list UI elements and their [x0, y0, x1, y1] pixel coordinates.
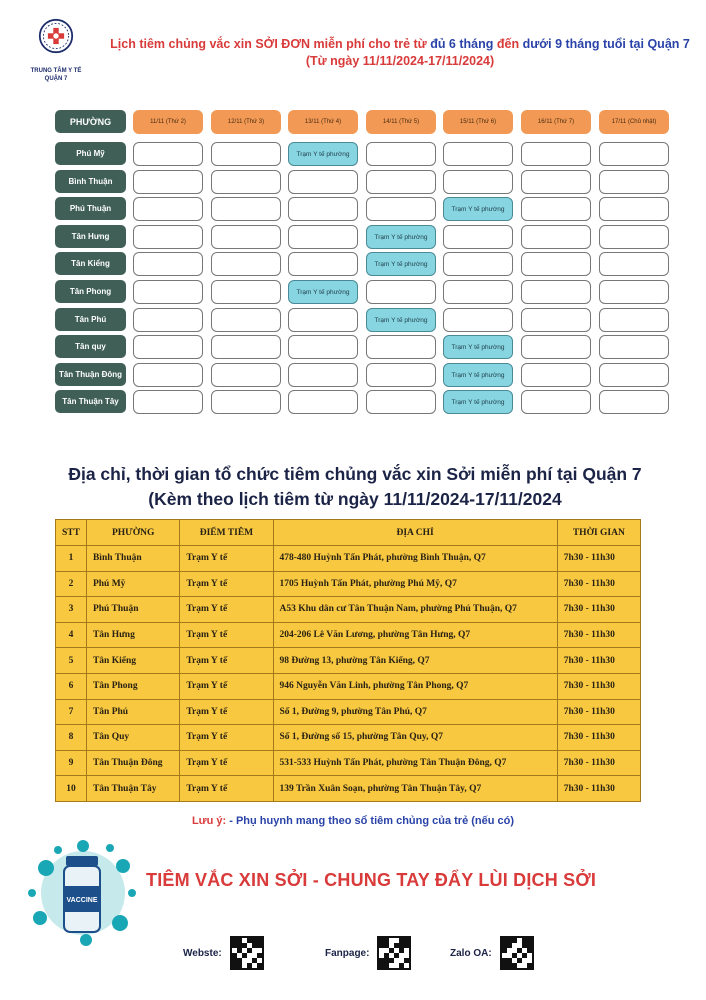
ward-label: Tân quy: [55, 335, 126, 358]
schedule-cell-empty: [599, 170, 669, 194]
title-part-d: dưới 9 tháng tuổi: [522, 37, 626, 51]
schedule-cell-empty: [133, 280, 203, 304]
schedule-cell-station: Trạm Y tế phường: [443, 197, 513, 221]
vaccine-virus-icon: [28, 838, 138, 948]
time-cell: 7h30 - 11h30: [557, 725, 640, 751]
time-cell: 7h30 - 11h30: [557, 622, 640, 648]
ward-label: Tân Hưng: [55, 225, 126, 248]
ward-cell: Tân Kiểng: [86, 648, 179, 674]
footer-zalo: [450, 933, 534, 973]
time-cell: 7h30 - 11h30: [557, 750, 640, 776]
schedule-cell-empty: [443, 252, 513, 276]
org-logo: [28, 18, 84, 83]
schedule-cell-empty: [211, 197, 281, 221]
org-name-line2: QUẬN 7: [44, 76, 68, 82]
stt-cell: 9: [56, 750, 87, 776]
table-row: [56, 648, 641, 674]
table-row: [56, 776, 641, 802]
schedule-cell-station: Trạm Y tế phường: [443, 363, 513, 387]
ward-label: Tân Thuận Đông: [55, 363, 126, 386]
time-cell: 7h30 - 11h30: [557, 571, 640, 597]
schedule-cell-empty: [443, 225, 513, 249]
schedule-cell-empty: [366, 363, 436, 387]
medical-center-logo-icon: [38, 18, 74, 54]
ward-cell: Tân Hưng: [86, 622, 179, 648]
schedule-cell-empty: [599, 308, 669, 332]
column-header: ĐỊA CHỈ: [273, 520, 557, 546]
address-cell: 139 Trần Xuân Soạn, phường Tân Thuận Tây, Q7: [273, 776, 557, 802]
stt-cell: 2: [56, 571, 87, 597]
table-row: [56, 597, 641, 623]
schedule-cell-empty: [443, 142, 513, 166]
schedule-cell-empty: [211, 252, 281, 276]
schedule-cell-empty: [133, 308, 203, 332]
table-row: [56, 673, 641, 699]
schedule-cell-empty: [133, 363, 203, 387]
address-cell: Số 1, Đường 9, phường Tân Phú, Q7: [273, 699, 557, 725]
address-cell: A53 Khu dân cư Tân Thuận Nam, phường Phú Thuận, Q7: [273, 597, 557, 623]
ward-label: Tân Phong: [55, 280, 126, 303]
schedule-cell-empty: [599, 363, 669, 387]
address-table-header: [56, 520, 641, 546]
schedule-cell-empty: [211, 170, 281, 194]
schedule-cell-empty: [366, 390, 436, 414]
zalo-qr-code[interactable]: [500, 936, 534, 970]
title-part-b: đủ 6 tháng: [430, 37, 494, 51]
schedule-cell-empty: [211, 142, 281, 166]
page-title: [110, 36, 690, 70]
title-date-range: (Từ ngày 11/11/2024-17/11/2024): [305, 54, 495, 68]
schedule-cell-empty: [211, 308, 281, 332]
schedule-cell-empty: [133, 225, 203, 249]
table-row: [56, 622, 641, 648]
day-header: 17/11 (Chủ nhật): [599, 110, 669, 134]
ward-label: Tân Phú: [55, 308, 126, 331]
schedule-cell-empty: [288, 170, 358, 194]
address-title-line2: (Kèm theo lịch tiêm từ ngày 11/11/2024-17/11/2024: [148, 489, 562, 509]
address-cell: 531-533 Huỳnh Tấn Phát, phường Tân Thuận Đông, Q7: [273, 750, 557, 776]
schedule-cell-empty: [443, 170, 513, 194]
schedule-cell-empty: [211, 390, 281, 414]
ward-label: Tân Thuận Tây: [55, 390, 126, 413]
site-cell: Trạm Y tế: [180, 571, 273, 597]
time-cell: 7h30 - 11h30: [557, 597, 640, 623]
time-cell: 7h30 - 11h30: [557, 546, 640, 572]
time-cell: 7h30 - 11h30: [557, 648, 640, 674]
schedule-cell-empty: [288, 335, 358, 359]
schedule-cell-empty: [521, 363, 591, 387]
schedule-cell-empty: [521, 335, 591, 359]
column-header: PHƯỜNG: [86, 520, 179, 546]
address-cell: 946 Nguyễn Văn Linh, phường Tân Phong, Q7: [273, 673, 557, 699]
schedule-cell-empty: [288, 252, 358, 276]
slogan: TIÊM VẮC XIN SỞI - CHUNG TAY ĐẨY LÙI DỊCH SỞI: [146, 870, 597, 890]
vaccine-label: VACCINE: [66, 897, 98, 904]
schedule-cell-station: Trạm Y tế phường: [288, 142, 358, 166]
schedule-cell-empty: [521, 390, 591, 414]
ward-column-header: PHƯỜNG: [55, 110, 126, 133]
site-cell: Trạm Y tế: [180, 750, 273, 776]
org-name-line1: TRUNG TÂM Y TẾ: [30, 68, 82, 74]
day-header: 14/11 (Thứ 5): [366, 110, 436, 134]
schedule-cell-station: Trạm Y tế phường: [366, 308, 436, 332]
ward-cell: Phú Mỹ: [86, 571, 179, 597]
schedule-cell-empty: [133, 142, 203, 166]
schedule-cell-empty: [443, 308, 513, 332]
column-header: ĐIỂM TIÊM: [180, 520, 273, 546]
address-section-title: [60, 462, 650, 512]
column-header: STT: [56, 520, 87, 546]
table-row: [56, 725, 641, 751]
day-header: 11/11 (Thứ 2): [133, 110, 203, 134]
schedule-cell-empty: [521, 142, 591, 166]
stt-cell: 10: [56, 776, 87, 802]
schedule-cell-empty: [288, 225, 358, 249]
time-cell: 7h30 - 11h30: [557, 699, 640, 725]
title-part-e: tại Quận 7: [625, 37, 690, 51]
ward-cell: Phú Thuận: [86, 597, 179, 623]
schedule-cell-empty: [521, 225, 591, 249]
address-cell: 204-206 Lê Văn Lương, phường Tân Hưng, Q7: [273, 622, 557, 648]
schedule-cell-station: Trạm Y tế phường: [443, 390, 513, 414]
address-cell: Số 1, Đường số 15, phường Tân Quy, Q7: [273, 725, 557, 751]
note-text: - Phụ huynh mang theo sổ tiêm chủng của trẻ (nếu có): [226, 815, 515, 827]
ward-label: Phú Mỹ: [55, 142, 126, 165]
table-row: [56, 571, 641, 597]
stt-cell: 1: [56, 546, 87, 572]
table-row: [56, 750, 641, 776]
ward-cell: Tân Thuận Tây: [86, 776, 179, 802]
footer-website: [183, 933, 264, 973]
address-cell: 1705 Huỳnh Tấn Phát, phường Phú Mỹ, Q7: [273, 571, 557, 597]
ward-label: Tân Kiểng: [55, 252, 126, 275]
ward-cell: Tân Phong: [86, 673, 179, 699]
time-cell: 7h30 - 11h30: [557, 673, 640, 699]
footer-fanpage: [325, 933, 411, 973]
site-cell: Trạm Y tế: [180, 776, 273, 802]
day-header: 12/11 (Thứ 3): [211, 110, 281, 134]
schedule-cell-empty: [521, 197, 591, 221]
schedule-cell-empty: [521, 252, 591, 276]
schedule-cell-station: Trạm Y tế phường: [366, 225, 436, 249]
day-header: 16/11 (Thứ 7): [521, 110, 591, 134]
address-cell: 478-480 Huỳnh Tấn Phát, phường Bình Thuận, Q7: [273, 546, 557, 572]
schedule-cell-empty: [133, 170, 203, 194]
stt-cell: 4: [56, 622, 87, 648]
schedule-cell-empty: [366, 197, 436, 221]
schedule-cell-empty: [521, 308, 591, 332]
day-header: 15/11 (Thứ 6): [443, 110, 513, 134]
site-cell: Trạm Y tế: [180, 648, 273, 674]
schedule-cell-empty: [521, 170, 591, 194]
address-table: [55, 519, 641, 802]
ward-cell: Tân Quy: [86, 725, 179, 751]
note: [0, 815, 706, 827]
schedule-cell-station: Trạm Y tế phường: [443, 335, 513, 359]
schedule-cell-empty: [443, 280, 513, 304]
table-row: [56, 699, 641, 725]
site-cell: Trạm Y tế: [180, 725, 273, 751]
site-cell: Trạm Y tế: [180, 699, 273, 725]
schedule-cell-empty: [599, 280, 669, 304]
schedule-cell-station: Trạm Y tế phường: [366, 252, 436, 276]
site-cell: Trạm Y tế: [180, 546, 273, 572]
ward-cell: Tân Phú: [86, 699, 179, 725]
schedule-cell-empty: [599, 252, 669, 276]
schedule-cell-empty: [288, 390, 358, 414]
ward-label: Phú Thuận: [55, 197, 126, 220]
schedule-cell-empty: [599, 390, 669, 414]
website-label: Webste:: [183, 947, 222, 959]
schedule-cell-empty: [133, 335, 203, 359]
schedule-cell-empty: [211, 363, 281, 387]
schedule-cell-empty: [288, 308, 358, 332]
ward-label: Bình Thuận: [55, 170, 126, 193]
schedule-cell-empty: [366, 335, 436, 359]
website-qr-code[interactable]: [230, 936, 264, 970]
schedule-cell-empty: [521, 280, 591, 304]
schedule-cell-empty: [599, 335, 669, 359]
stt-cell: 3: [56, 597, 87, 623]
time-cell: 7h30 - 11h30: [557, 776, 640, 802]
schedule-cell-empty: [366, 142, 436, 166]
fanpage-label: Fanpage:: [325, 947, 370, 959]
title-part-c: đến: [493, 37, 523, 51]
fanpage-qr-code[interactable]: [377, 936, 411, 970]
schedule-cell-empty: [211, 335, 281, 359]
title-part-a: Lịch tiêm chủng vắc xin SỞI ĐƠN miễn phí cho trẻ từ: [110, 37, 431, 51]
schedule-cell-empty: [599, 225, 669, 249]
schedule-cell-empty: [211, 225, 281, 249]
schedule-cell-empty: [288, 197, 358, 221]
stt-cell: 8: [56, 725, 87, 751]
stt-cell: 5: [56, 648, 87, 674]
stt-cell: 6: [56, 673, 87, 699]
schedule-cell-empty: [133, 197, 203, 221]
schedule-cell-station: Trạm Y tế phường: [288, 280, 358, 304]
site-cell: Trạm Y tế: [180, 597, 273, 623]
ward-cell: Bình Thuận: [86, 546, 179, 572]
day-header: 13/11 (Thứ 4): [288, 110, 358, 134]
schedule-cell-empty: [599, 197, 669, 221]
stt-cell: 7: [56, 699, 87, 725]
schedule-cell-empty: [366, 280, 436, 304]
table-row: [56, 546, 641, 572]
site-cell: Trạm Y tế: [180, 673, 273, 699]
schedule-cell-empty: [599, 142, 669, 166]
schedule-cell-empty: [211, 280, 281, 304]
site-cell: Trạm Y tế: [180, 622, 273, 648]
address-cell: 98 Đường 13, phường Tân Kiểng, Q7: [273, 648, 557, 674]
note-label: Lưu ý:: [191, 815, 227, 827]
address-title-line1: Địa chỉ, thời gian tổ chức tiêm chủng vắc xin Sởi miễn phí tại Quận 7: [68, 464, 642, 484]
schedule-cell-empty: [133, 252, 203, 276]
zalo-label: Zalo OA:: [450, 947, 492, 959]
schedule-cell-empty: [133, 390, 203, 414]
column-header: THỜI GIAN: [557, 520, 640, 546]
schedule-cell-empty: [366, 170, 436, 194]
ward-cell: Tân Thuận Đông: [86, 750, 179, 776]
schedule-cell-empty: [288, 363, 358, 387]
